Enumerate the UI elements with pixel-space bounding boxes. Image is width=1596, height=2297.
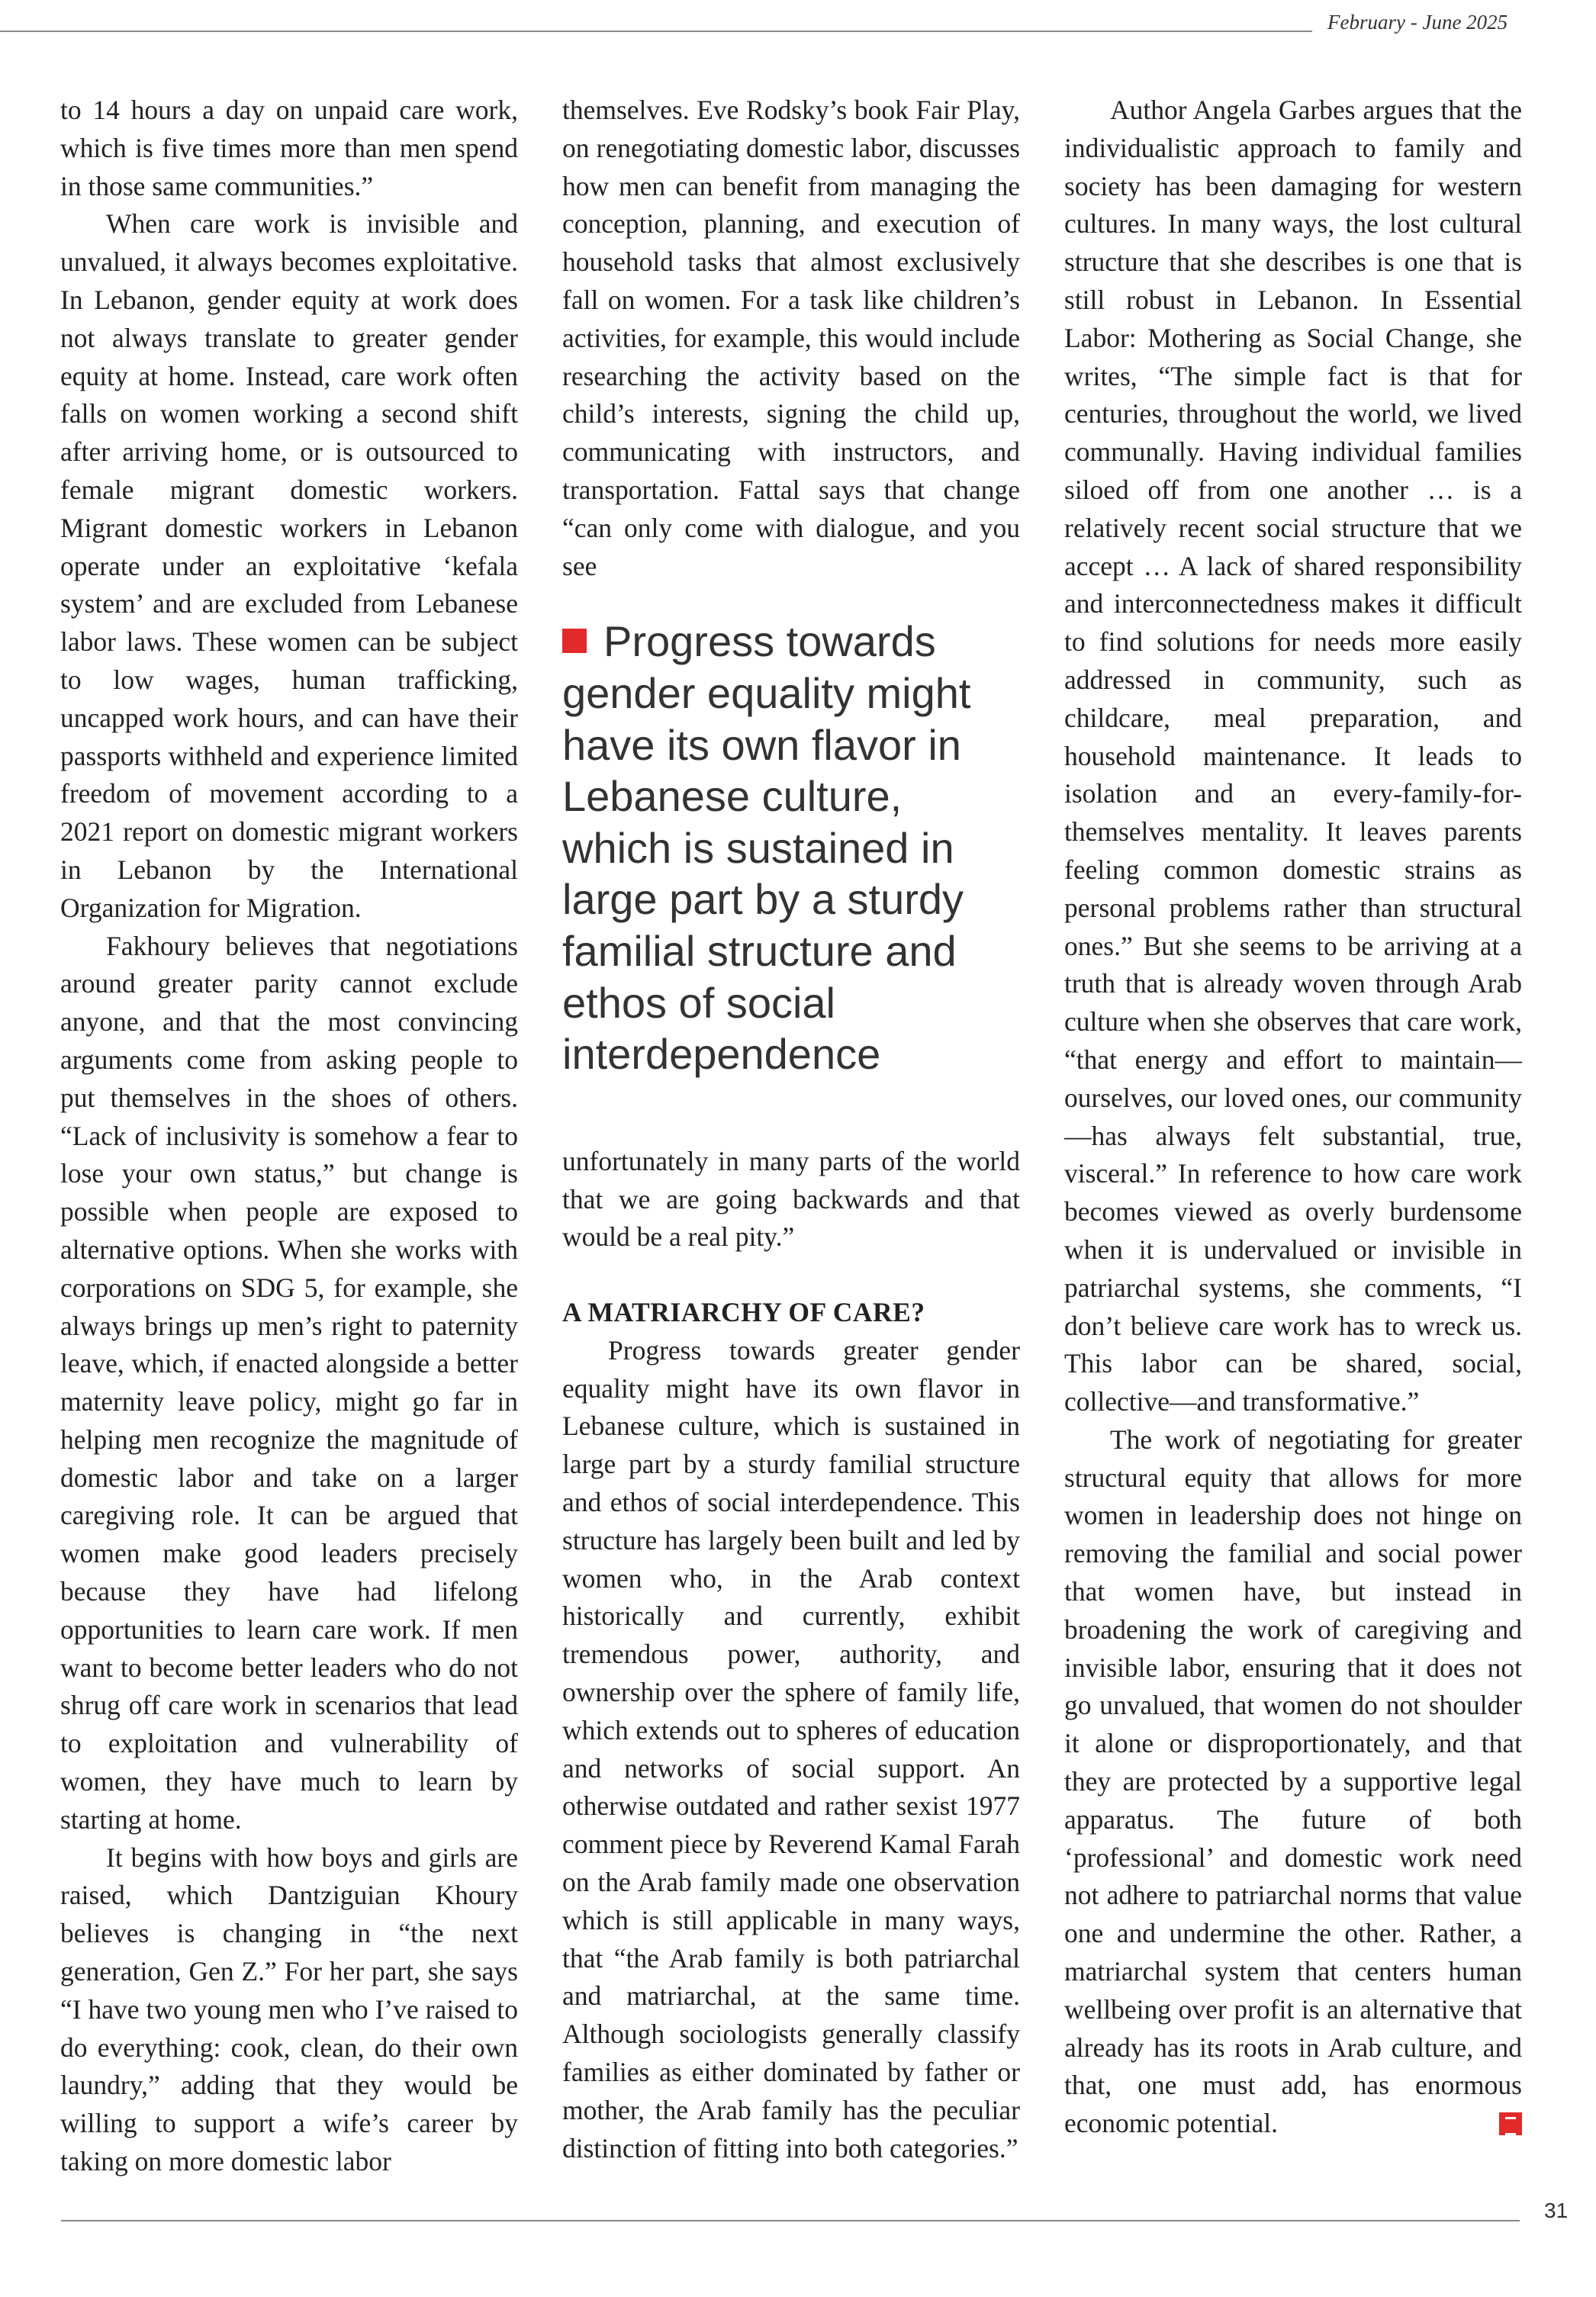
paragraph: unfortunately in many parts of the world that we are going backwards and that would be a real pity.” (562, 1145, 1020, 1253)
header-rule (0, 31, 1312, 32)
article-column-1 (60, 92, 518, 2181)
paragraph: It begins with how boys and girls are raised, which Dantziguian Khoury believes is changing in “the next generation, Gen Z.” For her part, she says “I have two young men who I’ve raised to do everything: cook, clean, do their own laundry,” adding that they would be willing to support a wife’s career by taking on more domestic labor (60, 1842, 518, 2177)
paragraph-text: The work of negotiating for greater structural equity that allows for more women in leadership does not hinge on removing the familial and social power that women have, but instead in broadening the work of caregiving and invisible labor, ensuring that it does not go unvalued, that women do not shoulder it alone or disproportionately, and that they are protected by a supportive legal apparatus. The future of both ‘professional’ and domestic work need not adhere to patriarchal norms that value one and undermine the other. Rather, a matriarchal system that centers human wellbeing over profit is an alternative that already has its roots in Arab culture, and that, one must add, has enormous economic potential. (1064, 1424, 1522, 2139)
paragraph: themselves. Eve Rodsky’s book Fair Play, on renegotiating domestic labor, discusses how men can benefit from managing the conception, planning, and execution of household tasks that almost exclusively fall on women. For a task like children’s activities, for example, this would include researching the activity based on the child’s interests, signing the child up, communicating with instructors, and transportation. Fattal says that change “can only come with dialogue, and you see (562, 95, 1020, 581)
page-number: 31 (1544, 2199, 1569, 2222)
red-square-icon (562, 629, 587, 653)
paragraph: to 14 hours a day on unpaid care work, which is five times more than men spend in those same communities.” (60, 95, 518, 201)
paragraph: Progress towards greater gender equality might have its own flavor in Lebanese culture, which is sustained in large part by a sturdy familial structure and ethos of social interdependence. This structure has largely been built and led by women who, in the Arab context historically and currently, exhibit tremendous power, authority, and ownership over the sphere of family life, which extends out to spheres of education and networks of social support. An otherwise outdated and rather sexist 1977 comment piece by Reverend Kamal Farah on the Arab family made one observation which is still applicable in many ways, that “the Arab family is both patriarchal and matriarchal, at the same time. Although sociologists generally classify families as either dominated by father or mother, the Arab family has the peculiar distinction of fitting into both categories.” (562, 1334, 1020, 2163)
paragraph: Author Angela Garbes argues that the individualistic approach to family and society has been damaging for western cultures. In many ways, the lost cultural structure that she describes is one that is still robust in Lebanon. In Essential Labor: Mothering as Social Change, she writes, “The simple fact is that for centuries, throughout the world, we lived communally. Having individual families siloed off from one another … is a relatively recent social structure that we accept … A lack of shared responsibility and interconnectedness makes it difficult to find solutions for needs more easily addressed in community, such as childcare, meal preparation, and household maintenance. It leads to isolation and an every-family-for-themselves mentality. It leaves parents feeling common domestic strains as personal problems rather than structural ones.” But she seems to be arriving at a truth that is already woven through Arab culture when she observes that care work, “that energy and effort to maintain—ourselves, our loved ones, our community—has always felt substantial, true, visceral.” In reference to how care work becomes viewed as overly burdensome when it is undervalued or invisible in patriarchal systems, she comments, “I don’t believe care work has to wreck us. This labor can be shared, social, collective—and transformative.” (1064, 95, 1522, 1417)
paragraph: Fakhoury believes that negotiations around greater parity cannot exclude anyone, and that the most convincing arguments come from asking people to put themselves in the shoes of others. “Lack of inclusivity is somehow a fear to lose your own status,” but change is possible when people are exposed to alternative options. When she works with corporations on SDG 5, for example, she always brings up men’s right to paternity leave, which, if enacted alongside a better maternity leave policy, might go far in helping men recognize the magnitude of domestic labor and take on a larger caregiving role. It can be argued that women make good leaders precisely because they have had lifelong opportunities to learn care work. If men want to become better leaders who do not shrug off care work in scenarios that lead to exploitation and vulnerability of women, they have much to learn by starting at home. (60, 930, 518, 1835)
section-heading: A MATRIARCHY OF CARE? (562, 1297, 925, 1328)
paragraph: When care work is invisible and unvalued, it always becomes exploitative. In Lebanon, gender equity at work does not always translate to greater gender equity at home. Instead, care work often falls on women working a second shift after arriving home, or is outsourced to female migrant domestic workers. Migrant domestic workers in Lebanon operate under an exploitative ‘kefala system’ and are excluded from Lebanese labor laws. These women can be subject to low wages, human trafficking, uncapped work hours, and can have their passports withheld and experience limited freedom of movement according to a 2021 report on domestic migrant workers in Lebanon by the International Organization for Migration. (60, 208, 518, 923)
end-of-article-icon (1499, 2112, 1522, 2135)
footer-rule (61, 2220, 1520, 2221)
paragraph (1064, 1421, 1522, 2143)
article-column-2 (562, 92, 1020, 2167)
article-column-3 (1064, 92, 1522, 2143)
pull-quote-text: Progress towards gender equality might have its own flavor in Lebanese culture, which is sustained in large part by a sturdy familial structure and ethos of social interdependence (562, 617, 971, 1079)
issue-date: February - June 2025 (1327, 11, 1508, 34)
pull-quote (562, 616, 1020, 1079)
